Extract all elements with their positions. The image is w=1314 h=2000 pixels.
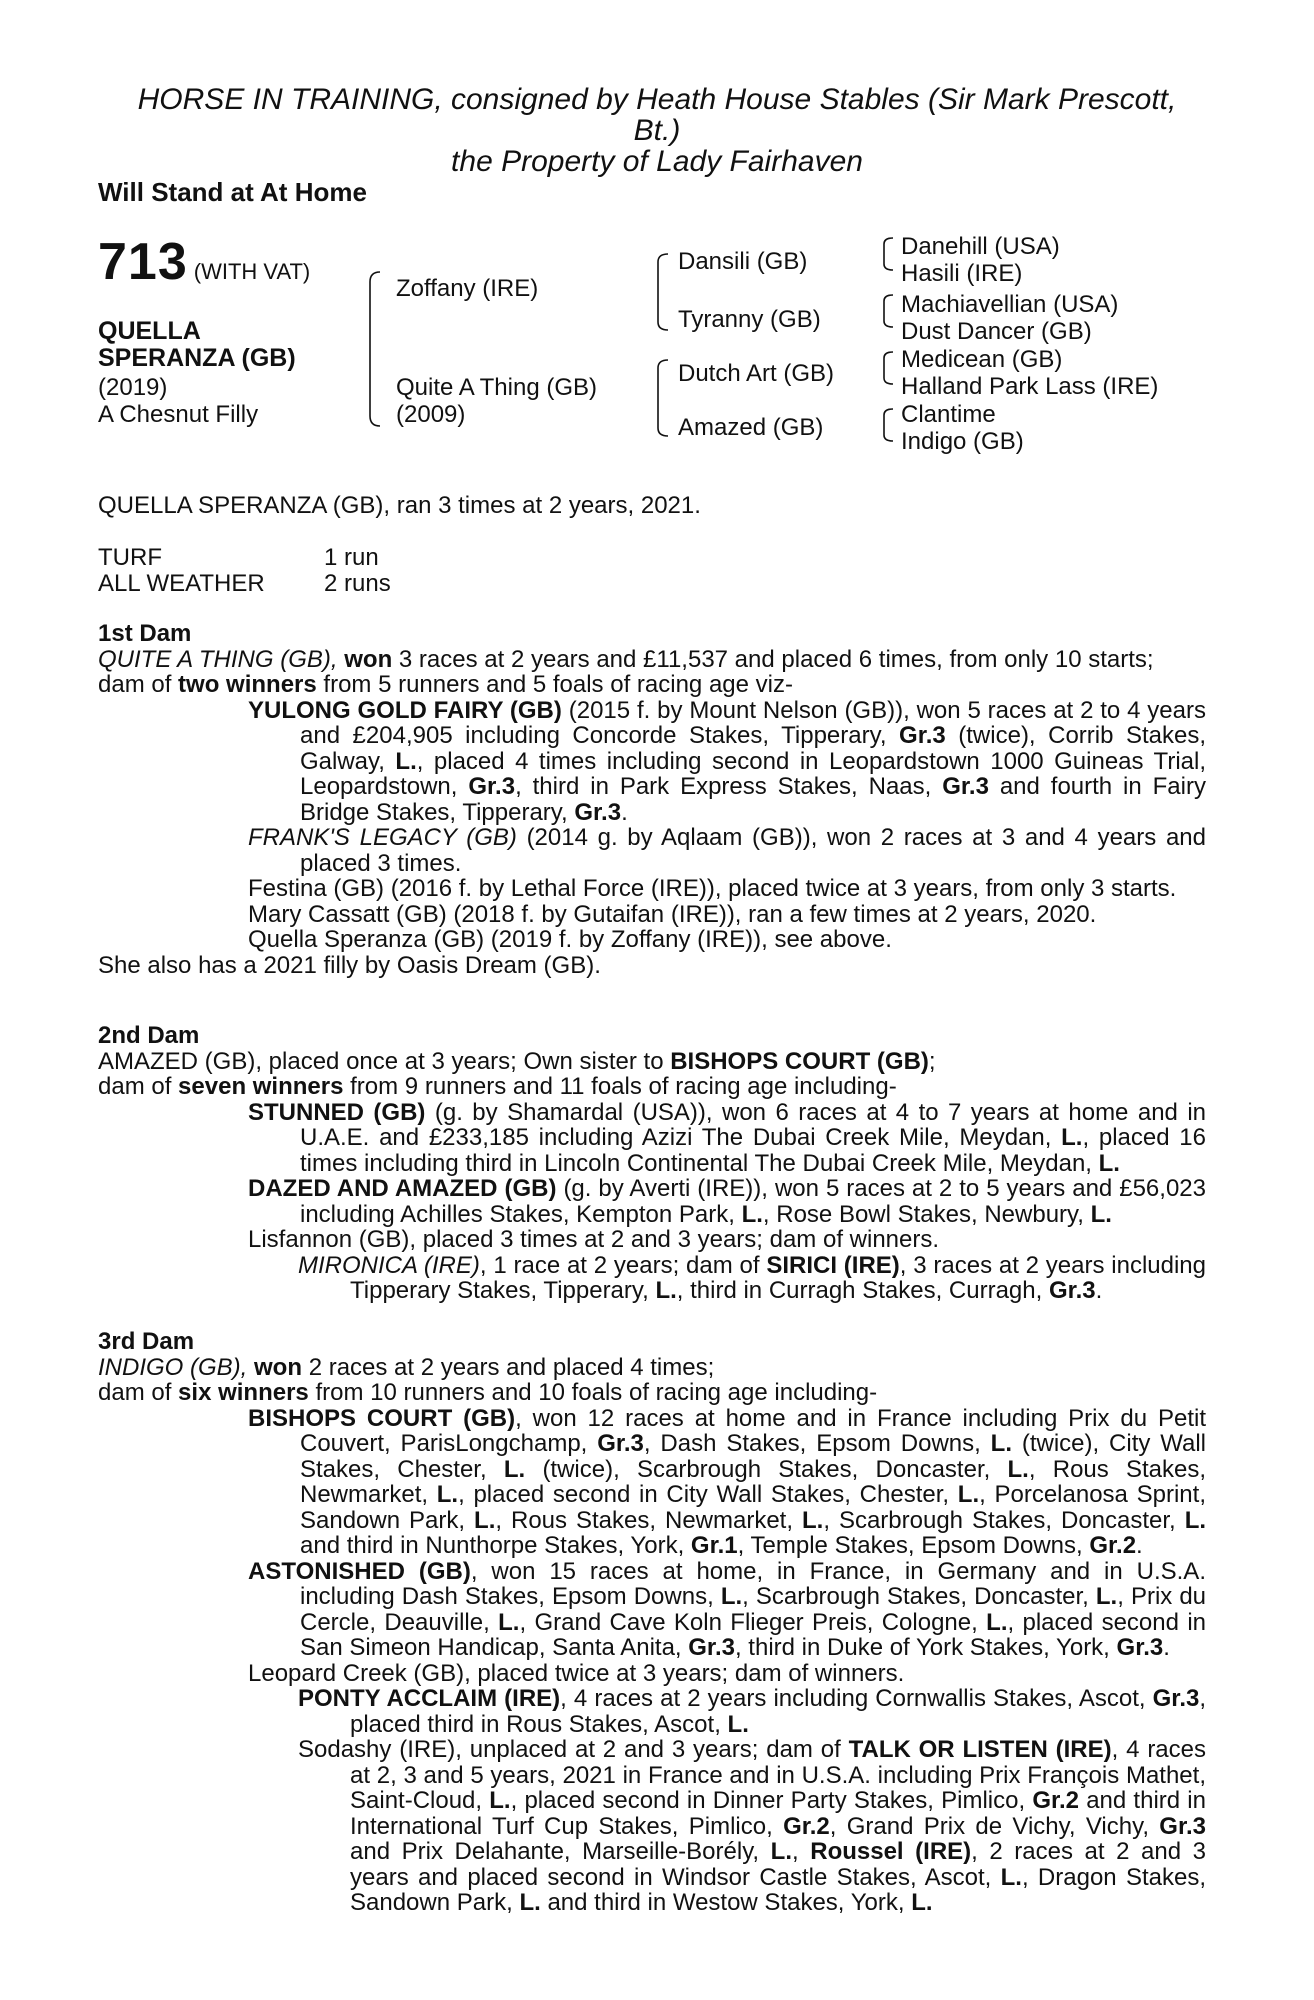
first-dam-note: She also has a 2021 filly by Oasis Dream (GB).: [98, 951, 601, 979]
pedigree-bracket-gen3-4: [879, 407, 895, 443]
produce-entry: Quella Speranza (GB) (2019 f. by Zoffany (IRE)), see above.: [248, 926, 892, 953]
pedigree-bracket-gen3-2: [879, 293, 895, 329]
produce-entry: Lisfannon (GB), placed 3 times at 2 and 3 years; dam of winners.: [248, 1226, 940, 1253]
section-heading: 1st Dam: [98, 620, 192, 647]
pedigree-gen3-6: Halland Park Lass (IRE): [901, 373, 1159, 400]
section-heading: 2nd Dam: [98, 1022, 200, 1049]
record-row: [98, 570, 391, 597]
pedigree-gen3-3: Machiavellian (USA): [901, 291, 1119, 318]
consignor-line-2: Bt.): [633, 114, 681, 147]
lot-number: 713: [98, 233, 188, 291]
stand-line: Will Stand at At Home: [98, 177, 367, 207]
pedigree-bracket-gen3-3: [879, 350, 895, 386]
pedigree-dam-sire: Dutch Art (GB): [678, 360, 835, 387]
record-value: 1 run: [324, 544, 379, 571]
first-dam-produce: dam of two winners from 5 runners and 5 foals of racing age viz-: [98, 671, 793, 698]
produce-entry: Festina (GB) (2016 f. by Lethal Force (IRE)), placed twice at 3 years, from only 3 starts.: [248, 875, 1177, 902]
lot-number-block: [98, 232, 310, 292]
pedigree-gen3-7: Clantime: [901, 401, 996, 428]
second-dam-record: AMAZED (GB), placed once at 3 years; Own sister to BISHOPS COURT (GB);: [98, 1047, 936, 1075]
pedigree-dam-dam: Amazed (GB): [678, 414, 824, 441]
pedigree-gen3-5: Medicean (GB): [901, 346, 1063, 373]
pedigree-gen3-1: Danehill (USA): [901, 233, 1060, 260]
produce-entry: Leopard Creek (GB), placed twice at 3 years; dam of winners.: [248, 1659, 905, 1687]
horse-description: A Chesnut Filly: [98, 401, 259, 428]
produce-entry: DAZED AND AMAZED (GB) (g. by Averti (IRE)), won 5 races at 2 to 5 years and £56,023 including Achilles Stakes, Kempton Park, L., Rose Bowl Stakes, Newbury, L.: [248, 1175, 1206, 1228]
vat-label: (WITH VAT): [193, 259, 311, 284]
third-dam-section: [98, 1329, 1206, 1916]
pedigree-gen3-8: Indigo (GB): [901, 428, 1024, 455]
produce-entry: STUNNED (GB) (g. by Shamardal (USA)), won 6 races at 4 to 7 years at home and in U.A.E. and £233,185 including Azizi The Dubai Creek Mile, Meydan, L., placed 16 times including third in Lincoln Continental The Dubai Creek Mile, Meydan, L.: [248, 1098, 1206, 1177]
pedigree-dam-year: (2009): [396, 401, 466, 428]
horse-name: [98, 318, 358, 372]
pedigree-dam: Quite A Thing (GB): [396, 374, 597, 401]
pedigree-gen3-2: Hasili (IRE): [901, 260, 1023, 287]
produce-entry: ASTONISHED (GB), won 15 races at home, in France, in Germany and in U.S.A. including Dash Stakes, Epsom Downs, L., Scarbrough Stakes, Doncaster, L., Prix du Cercle, Deauville, L., Grand Cave Koln Flieger Preis, Cologne, L., placed second in San Simeon Handicap, Santa Anita, Gr.3, third in Duke of York Stakes, York, Gr.3.: [248, 1557, 1207, 1661]
produce-entry: BISHOPS COURT (GB), won 12 races at home and in France including Prix du Petit Couvert, ParisLongchamp, Gr.3, Dash Stakes, Epsom Downs, L. (twice), City Wall Stakes, Chester, L. (twice), Scarbrough Stakes, Doncaster, L., Rous Stakes, Newmarket, L., placed second in City Wall Stakes, Chester, L., Porcelanosa Sprint, Sandown Park, L., Rous Stakes, Newmarket, L., Scarbrough Stakes, Doncaster, L. and third in Nunthorpe Stakes, York, Gr.1, Temple Stakes, Epsom Downs, Gr.2.: [248, 1404, 1207, 1559]
produce-entry: FRANK'S LEGACY (GB) (2014 g. by Aqlaam (GB)), won 2 races at 3 and 4 years and placed 3 times.: [248, 824, 1206, 877]
horse-year: (2019): [98, 374, 168, 401]
pedigree-sire-sire: Dansili (GB): [678, 248, 808, 275]
pedigree-sire-dam: Tyranny (GB): [678, 306, 821, 333]
race-summary: QUELLA SPERANZA (GB), ran 3 times at 2 years, 2021.: [98, 492, 701, 519]
third-dam-record: INDIGO (GB), won 2 races at 2 years and placed 4 times;: [98, 1353, 715, 1381]
record-row: [98, 544, 379, 571]
first-dam-section: [98, 621, 1206, 978]
property-line: the Property of Lady Fairhaven: [451, 145, 863, 178]
produce-entry: Sodashy (IRE), unplaced at 2 and 3 years; dam of TALK OR LISTEN (IRE), 4 races at 2, 3 and 5 years, 2021 in France and in U.S.A. including Prix François Mathet, Saint-Cloud, L., placed second in Dinner Party Stakes, Pimlico, Gr.2 and third in International Turf Cup Stakes, Pimlico, Gr.2, Grand Prix de Vichy, Vichy, Gr.3 and Prix Delahante, Marseille-Borély, L., Roussel (IRE), 2 races at 2 and 3 years and placed second in Windsor Castle Stakes, Ascot, L., Dragon Stakes, Sandown Park, L. and third in Westow Stakes, York, L.: [298, 1736, 1207, 1916]
pedigree-bracket-sire: [654, 252, 670, 332]
section-heading: 3rd Dam: [98, 1328, 195, 1355]
produce-entry: PONTY ACCLAIM (IRE), 4 races at 2 years including Cornwallis Stakes, Ascot, Gr.3, placed third in Rous Stakes, Ascot, L.: [298, 1685, 1207, 1738]
pedigree-sire: Zoffany (IRE): [396, 275, 539, 302]
race-record-table: [98, 544, 391, 597]
consignor-line-1: HORSE IN TRAINING, consigned by Heath House Stables (Sir Mark Prescott,: [137, 83, 1177, 116]
pedigree-bracket-dam: [654, 358, 670, 438]
pedigree-gen3-4: Dust Dancer (GB): [901, 318, 1092, 345]
second-dam-section: [98, 1023, 1206, 1304]
second-dam-produce: dam of seven winners from 9 runners and 11 foals of racing age including-: [98, 1073, 897, 1100]
pedigree-bracket-gen3-1: [879, 236, 895, 272]
pedigree-bracket-gen1: [366, 270, 382, 428]
horse-name-line-1: QUELLA: [98, 317, 201, 345]
horse-name-line-2: SPERANZA (GB): [98, 344, 296, 372]
record-value: 2 runs: [324, 570, 391, 597]
record-label: TURF: [98, 544, 162, 571]
produce-entry: MIRONICA (IRE), 1 race at 2 years; dam of SIRICI (IRE), 3 races at 2 years including Tipperary Stakes, Tipperary, L., third in Curragh Stakes, Curragh, Gr.3.: [298, 1251, 1207, 1304]
produce-entry: Mary Cassatt (GB) (2018 f. by Gutaifan (IRE)), ran a few times at 2 years, 2020.: [248, 900, 1097, 928]
first-dam-record: QUITE A THING (GB), won 3 races at 2 years and £11,537 and placed 6 times, from only 10 starts;: [98, 645, 1154, 673]
record-label: ALL WEATHER: [98, 570, 265, 597]
produce-entry: YULONG GOLD FAIRY (GB) (2015 f. by Mount Nelson (GB)), won 5 races at 2 to 4 years and £204,905 including Concorde Stakes, Tipperary, Gr.3 (twice), Corrib Stakes, Galway, L., placed 4 times including second in Leopardstown 1000 Guineas Trial, Leopardstown, Gr.3, third in Park Express Stakes, Naas, Gr.3 and fourth in Fairy Bridge Stakes, Tipperary, Gr.3.: [248, 696, 1207, 826]
third-dam-produce: dam of six winners from 10 runners and 10 foals of racing age including-: [98, 1379, 878, 1406]
